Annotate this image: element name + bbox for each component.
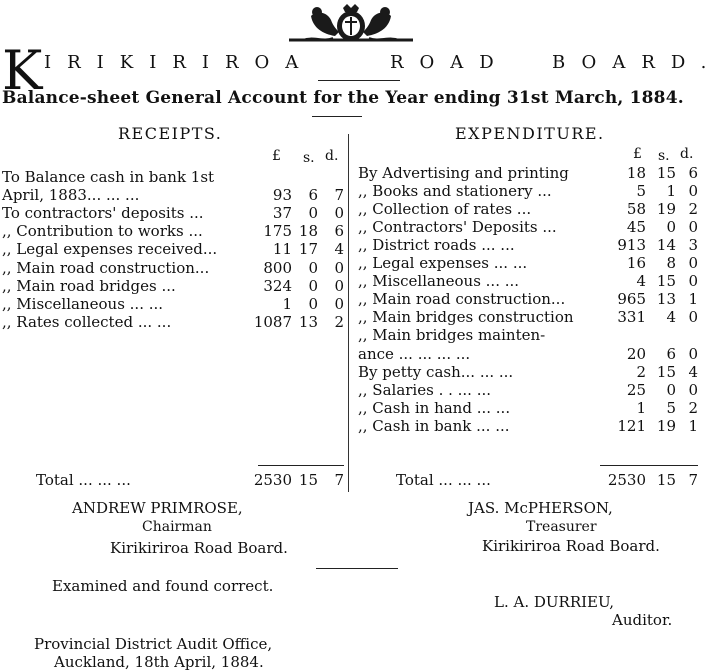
receipts-row-pounds: 324	[263, 276, 292, 295]
receipts-row-label: April, 1883... ... ...	[2, 186, 140, 205]
expenditure-row-pence: 0	[688, 380, 698, 399]
receipts-row	[2, 204, 348, 222]
expenditure-row-label: ,, Main bridges construction	[358, 308, 574, 327]
receipts-row-label: To contractors' deposits ...	[2, 204, 204, 223]
expenditure-row-pounds: 25	[626, 380, 646, 399]
receipts-row-label: ,, Main road bridges ...	[2, 276, 176, 295]
expenditure-total-pence: 7	[688, 471, 698, 489]
receipts-row-pounds: 11	[272, 240, 292, 259]
receipts-pound-header: £	[272, 148, 281, 164]
treasurer-org: Kirikiriroa Road Board.	[482, 537, 660, 555]
title-divider	[318, 80, 400, 81]
expenditure-row-shillings: 1	[666, 182, 676, 201]
expenditure-total-pounds: 2530	[607, 471, 646, 489]
expenditure-row-pence: 0	[688, 182, 698, 201]
receipts-pence-header: d.	[325, 148, 339, 164]
coat-of-arms-icon	[283, 2, 419, 44]
receipts-row-label: ,, Miscellaneous ... ...	[2, 294, 164, 313]
expenditure-row	[358, 272, 700, 290]
expenditure-row-pounds: 1	[636, 398, 646, 417]
expenditure-row	[358, 308, 700, 326]
expenditure-row-pence: 1	[688, 290, 698, 309]
expenditure-row-pence: 2	[688, 200, 698, 219]
receipts-row-pence: 7	[334, 186, 344, 205]
receipts-row	[2, 313, 348, 331]
expenditure-row-pence: 3	[688, 236, 698, 255]
expenditure-row-pence: 0	[688, 344, 698, 363]
expenditure-row	[358, 236, 700, 254]
receipts-row-shillings: 0	[308, 258, 318, 277]
title-word-3: BOARD.	[552, 52, 722, 73]
expenditure-row-shillings: 14	[656, 236, 676, 255]
expenditure-row-label: ance ... ... ... ...	[358, 344, 471, 363]
receipts-row-pounds: 1087	[253, 312, 292, 331]
expenditure-row	[358, 381, 700, 399]
expenditure-pence-header: d.	[680, 146, 694, 162]
receipts-row-pence: 0	[334, 276, 344, 295]
receipts-row-pounds: 800	[263, 258, 292, 277]
expenditure-row-pounds: 4	[636, 272, 646, 291]
receipts-row-label: ,, Rates collected ... ...	[2, 312, 172, 331]
expenditure-row-label: ,, Legal expenses ... ...	[358, 254, 528, 273]
title-word-2: ROAD	[390, 52, 510, 73]
receipts-row-label: ,, Contribution to works ...	[2, 222, 203, 241]
expenditure-total-rule	[600, 465, 698, 466]
expenditure-row-label: ,, Books and stationery ...	[358, 182, 552, 201]
receipts-row-shillings: 17	[298, 240, 318, 259]
expenditure-row-label: ,, Collection of rates ...	[358, 200, 532, 219]
chairman-role: Chairman	[142, 519, 212, 535]
expenditure-row-pence: 6	[688, 164, 698, 182]
expenditure-row	[358, 200, 700, 218]
expenditure-row	[358, 363, 700, 381]
expenditure-total-row	[396, 471, 700, 489]
receipts-total-rule	[258, 465, 344, 466]
expenditure-row-shillings: 4	[666, 308, 676, 327]
expenditure-row-label: ,, Salaries . . ... ...	[358, 380, 492, 399]
receipts-row-pence: 0	[334, 258, 344, 277]
receipts-row-shillings: 0	[308, 294, 318, 313]
receipts-row	[2, 186, 348, 204]
chairman-name: ANDREW PRIMROSE,	[72, 499, 243, 517]
expenditure-row	[358, 182, 700, 200]
receipts-row	[2, 222, 348, 240]
expenditure-row-pence: 2	[688, 398, 698, 417]
expenditure-row-pence: 4	[688, 362, 698, 381]
expenditure-row-pence: 0	[688, 218, 698, 237]
receipts-row-shillings: 0	[308, 276, 318, 295]
expenditure-row-label: ,, Cash in bank ... ...	[358, 416, 510, 435]
expenditure-row-shillings: 6	[666, 344, 676, 363]
expenditure-shilling-header: s.	[658, 148, 670, 164]
expenditure-row-label: ,, Cash in hand ... ...	[358, 398, 511, 417]
expenditure-row-label: By petty cash... ... ...	[358, 362, 514, 381]
receipts-row-pence: 2	[334, 312, 344, 331]
expenditure-row	[358, 164, 700, 182]
auditor-role: Auditor.	[612, 611, 673, 629]
receipts-heading: RECEIPTS.	[118, 124, 223, 143]
expenditure-row-label: ,, Miscellaneous ... ...	[358, 272, 520, 291]
receipts-row	[2, 259, 348, 277]
expenditure-row-shillings: 15	[656, 164, 676, 182]
expenditure-row-shillings: 15	[656, 362, 676, 381]
receipts-total-row	[36, 471, 348, 489]
expenditure-row-pounds: 2	[636, 362, 646, 381]
receipts-row	[2, 240, 348, 258]
expenditure-row-shillings: 0	[666, 380, 676, 399]
expenditure-row-shillings: 0	[666, 218, 676, 237]
receipts-row-pence: 0	[334, 204, 344, 223]
expenditure-row-label: ,, Contractors' Deposits ...	[358, 218, 557, 237]
receipts-row-label: To Balance cash in bank 1st	[2, 168, 215, 186]
expenditure-row-shillings: 19	[656, 416, 676, 435]
expenditure-total-label: Total ... ... ...	[396, 471, 491, 489]
expenditure-row-pounds: 58	[626, 200, 646, 219]
receipts-row-pence: 0	[334, 294, 344, 313]
receipts-row-shillings: 6	[308, 186, 318, 205]
receipts-row-pence: 4	[334, 240, 344, 259]
audit-office-line: Provincial District Audit Office,	[34, 635, 273, 653]
expenditure-row-shillings: 15	[656, 272, 676, 291]
receipts-row-pounds: 93	[272, 186, 292, 205]
title-initial: K	[2, 39, 43, 102]
expenditure-pound-header: £	[633, 146, 642, 162]
expenditure-heading: EXPENDITURE.	[455, 124, 605, 143]
expenditure-row-shillings: 19	[656, 200, 676, 219]
receipts-total-shillings: 15	[298, 471, 318, 489]
receipts-row-shillings: 0	[308, 204, 318, 223]
expenditure-row	[358, 290, 700, 308]
receipts-row-label: ,, Legal expenses received...	[2, 240, 218, 259]
expenditure-row	[358, 326, 700, 344]
receipts-row-label: ,, Main road construction...	[2, 258, 210, 277]
receipts-row	[2, 168, 348, 186]
chairman-org: Kirikiriroa Road Board.	[110, 539, 288, 557]
expenditure-row-pence: 0	[688, 254, 698, 273]
treasurer-name: JAS. McPHERSON,	[468, 499, 613, 517]
expenditure-row-shillings: 8	[666, 254, 676, 273]
expenditure-row-pounds: 5	[636, 182, 646, 201]
expenditure-row-pounds: 16	[626, 254, 646, 273]
expenditure-row	[358, 399, 700, 417]
expenditure-row-pounds: 965	[617, 290, 646, 309]
treasurer-role: Treasurer	[526, 519, 597, 535]
expenditure-row-label: ,, District roads ... ...	[358, 236, 515, 255]
expenditure-row-pounds: 331	[617, 308, 646, 327]
receipts-row-pence: 6	[334, 222, 344, 241]
expenditure-row-label: ,, Main road construction...	[358, 290, 566, 309]
expenditure-row-pence: 1	[688, 416, 698, 435]
expenditure-row	[358, 218, 700, 236]
receipts-total-pence: 7	[334, 471, 344, 489]
examined-note: Examined and found correct.	[52, 577, 274, 595]
subtitle-divider	[312, 116, 362, 117]
expenditure-row-pence: 0	[688, 272, 698, 291]
expenditure-row-label: By Advertising and printing	[358, 164, 569, 182]
receipts-row-pounds: 37	[272, 204, 292, 223]
receipts-shilling-header: s.	[303, 150, 315, 166]
expenditure-row-shillings: 5	[666, 398, 676, 417]
receipts-row-pounds: 1	[282, 294, 292, 313]
receipts-row-shillings: 13	[298, 312, 318, 331]
receipts-row	[2, 295, 348, 313]
title-word-1: IRIKIRIROA	[44, 52, 315, 73]
column-divider	[348, 134, 349, 492]
page-subtitle: Balance-sheet General Account for the Year ending 31st March, 1884.	[2, 88, 684, 108]
receipts-row	[2, 277, 348, 295]
expenditure-row-pounds: 18	[626, 164, 646, 182]
receipts-total-pounds: 2530	[253, 471, 292, 489]
expenditure-row	[358, 345, 700, 363]
expenditure-row-label: ,, Main bridges mainten-	[358, 326, 546, 345]
expenditure-row-shillings: 13	[656, 290, 676, 309]
signature-divider	[316, 568, 398, 569]
expenditure-row-pence: 0	[688, 308, 698, 327]
expenditure-total-shillings: 15	[656, 471, 676, 489]
audit-date-line: Auckland, 18th April, 1884.	[54, 653, 264, 671]
auditor-name: L. A. DURRIEU,	[494, 593, 615, 611]
expenditure-row	[358, 417, 700, 435]
expenditure-row	[358, 254, 700, 272]
receipts-total-label: Total ... ... ...	[36, 471, 131, 489]
expenditure-row-pounds: 20	[626, 344, 646, 363]
receipts-row-shillings: 18	[298, 222, 318, 241]
receipts-row-pounds: 175	[263, 222, 292, 241]
expenditure-row-pounds: 121	[617, 416, 646, 435]
expenditure-row-pounds: 913	[617, 236, 646, 255]
expenditure-row-pounds: 45	[626, 218, 646, 237]
